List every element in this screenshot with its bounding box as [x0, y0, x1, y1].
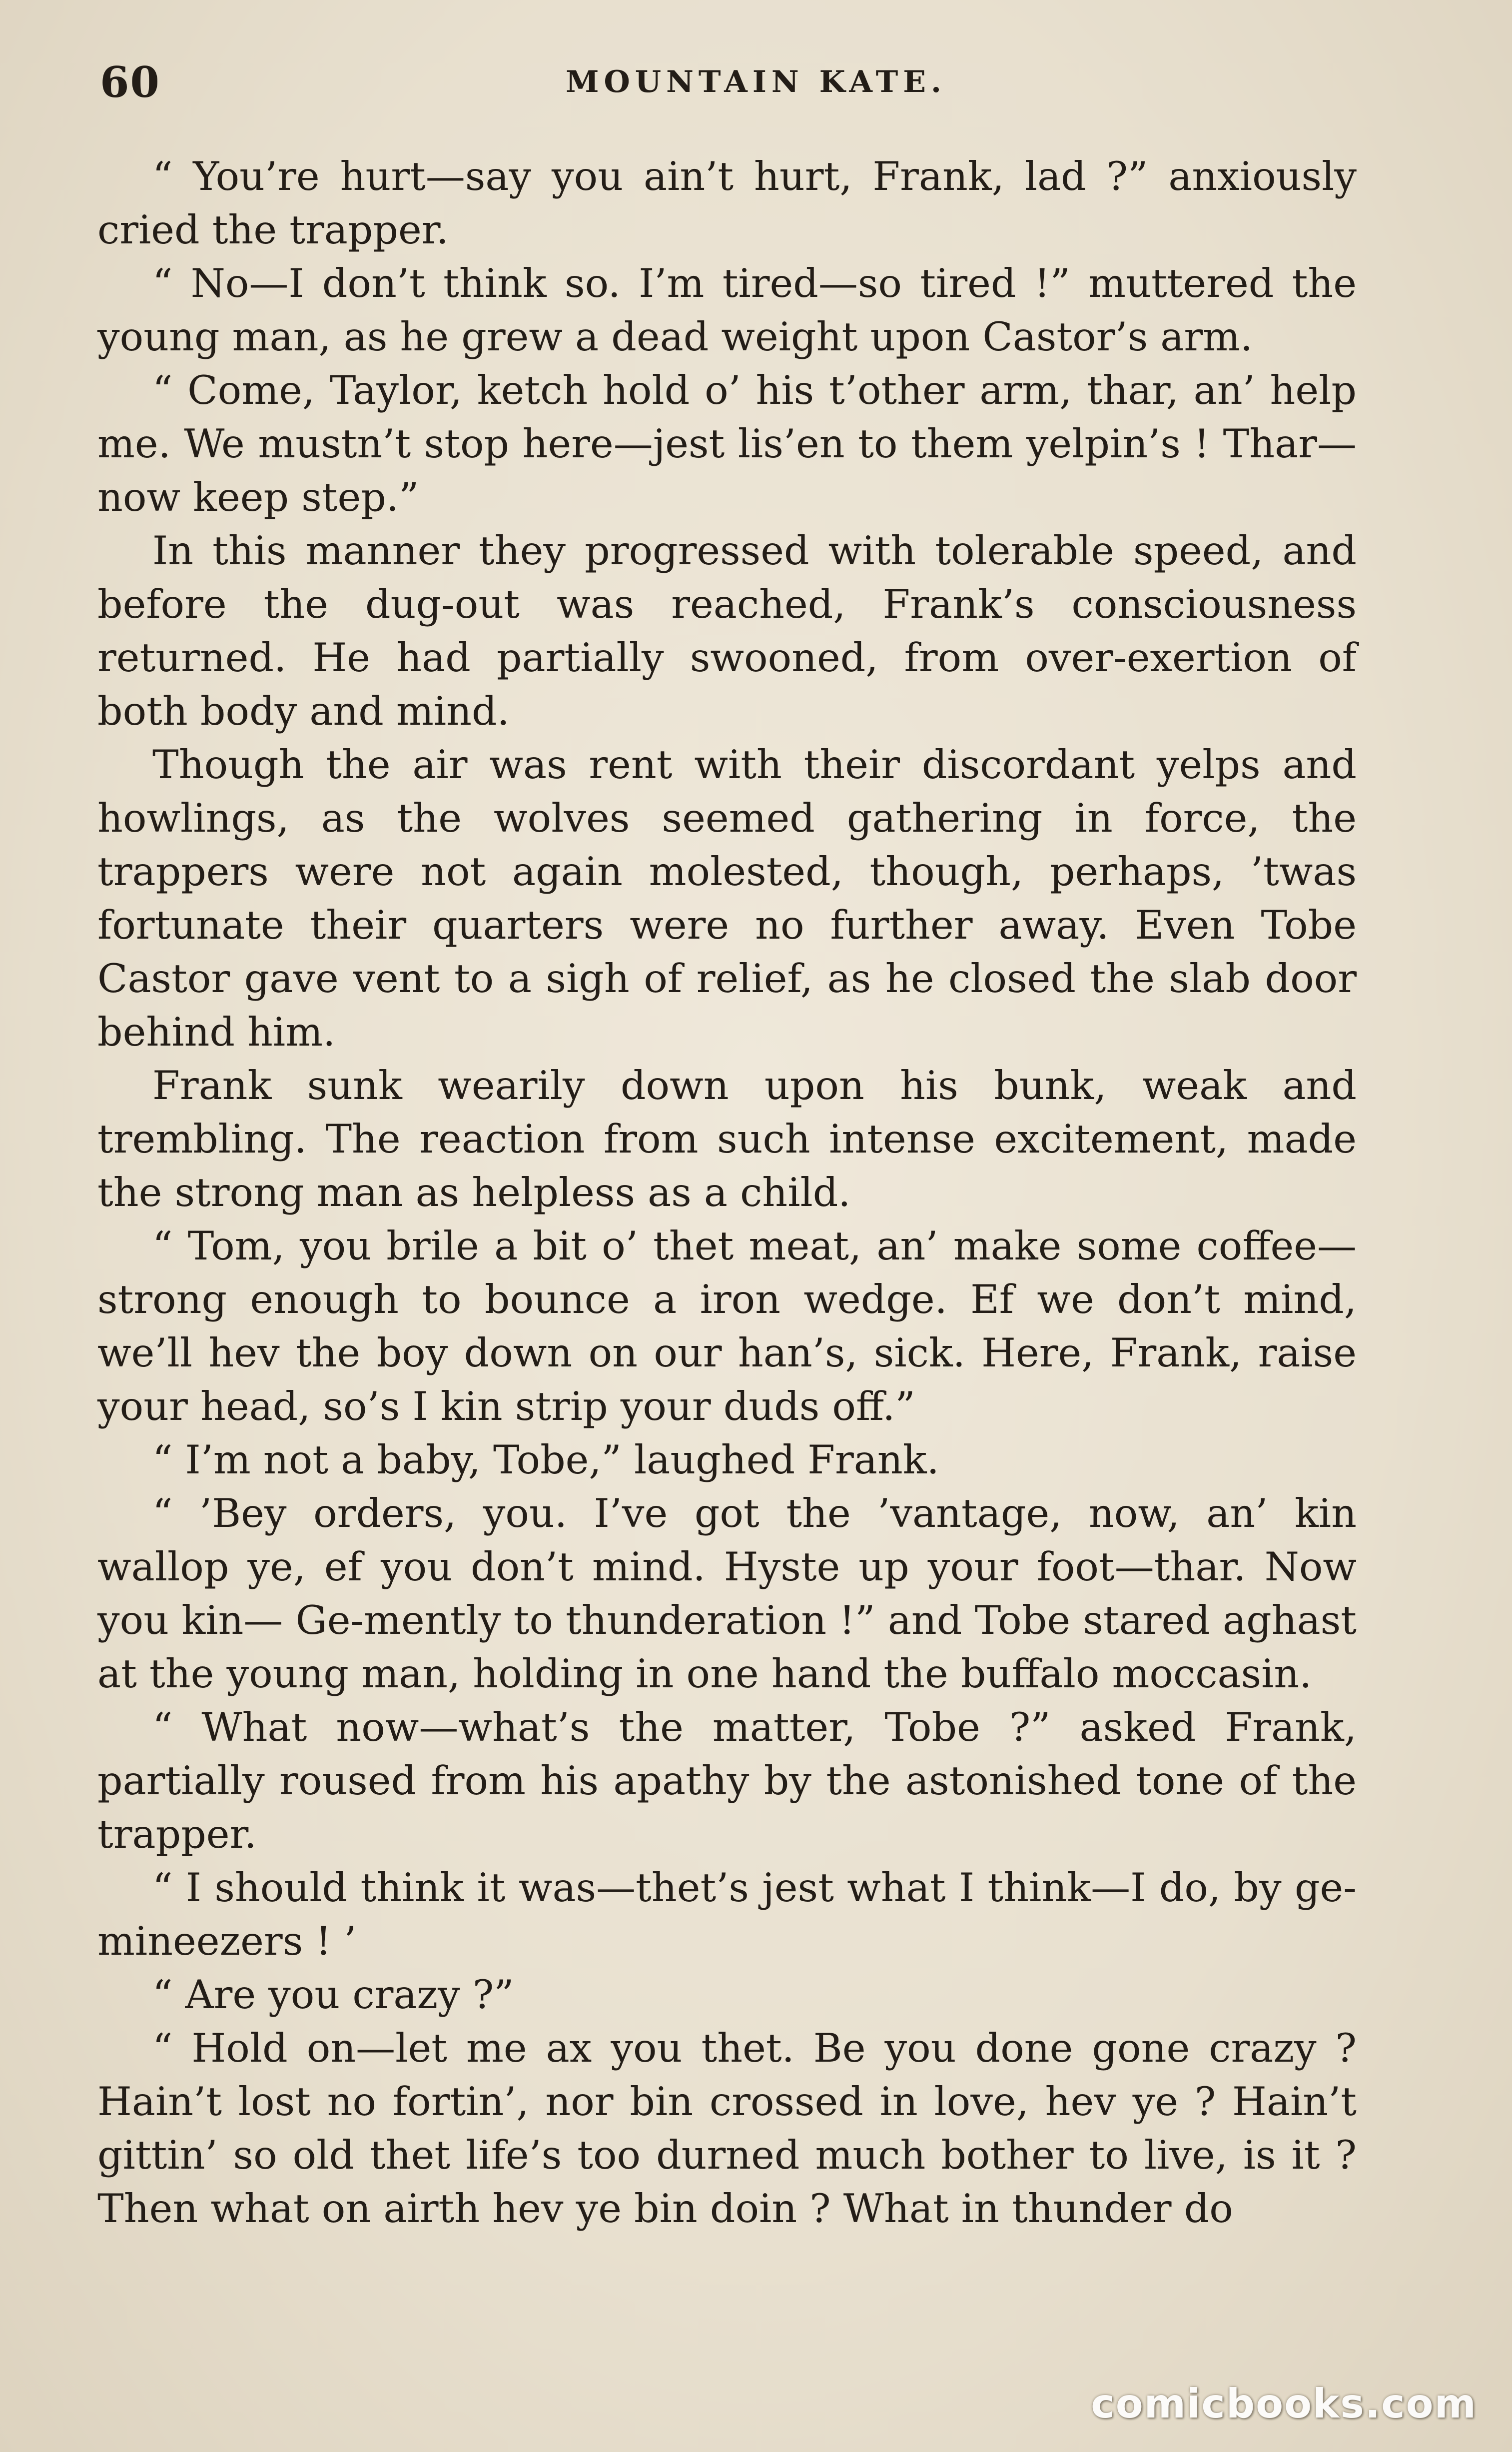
paragraph-9: “ ’Bey orders, you. I’ve got the ’vantage, now, an’ kin wallop ye, ef you don’t mind. Hyste up your foot—thar. Now you kin— Ge-mently to thunderation !” and Tobe stared aghast at the young man, holding in one hand the buffalo moccasin.	[97, 1490, 1357, 1697]
paragraph-10: “ What now—what’s the matter, Tobe ?” asked Frank, partially roused from his apathy by the astonished tone of the trapper.	[97, 1704, 1357, 1857]
body-text	[97, 150, 1357, 2236]
paragraph-12: “ Are you crazy ?”	[152, 1972, 514, 2018]
paragraph-1: “ You’re hurt—say you ain’t hurt, Frank, lad ?” anxiously cried the trapper.	[97, 153, 1357, 253]
paragraph-13: “ Hold on—let me ax you thet. Be you done gone crazy ? Hain’t lost no fortin’, nor bin crossed in love, hev ye ? Hain’t gittin’ so old thet life’s too durned much bother to live, is it ? Then what on airth hev ye bin doin ? What in thunder do	[97, 2025, 1357, 2232]
running-head-title: MOUNTAIN KATE.	[566, 64, 946, 99]
page-header	[100, 57, 1412, 122]
paragraph-6: Frank sunk wearily down upon his bunk, weak and trembling. The reaction from such intense excitement, made the strong man as helpless as a child.	[97, 1063, 1357, 1216]
paragraph-5: Though the air was rent with their discordant yelps and howlings, as the wolves seemed gathering in force, the trappers were not again molested, though, perhaps, ’twas fortunate their quarters were no further away. Even Tobe Castor gave vent to a sigh of relief, as he closed the slab door behind him.	[97, 742, 1357, 1055]
paragraph-11: “ I should think it was—thet’s jest what I think—I do, by ge-mineezers ! ’	[97, 1865, 1357, 1964]
paragraph-7: “ Tom, you brile a bit o’ thet meat, an’ make some coffee—strong enough to bounce a iron wedge. Ef we don’t mind, we’ll hev the boy down on our han’s, sick. Here, Frank, raise your head, so’s I kin strip your duds off.”	[97, 1223, 1357, 1429]
paragraph-2: “ No—I don’t think so. I’m tired—so tired !” muttered the young man, as he grew a dead weight upon Castor’s arm.	[97, 260, 1357, 360]
page-number: 60	[100, 57, 160, 107]
paragraph-3: “ Come, Taylor, ketch hold o’ his t’other arm, thar, an’ help me. We mustn’t stop here—jest lis’en to them yelpin’s ! Thar—now keep step.”	[97, 367, 1357, 520]
watermark: comicbooks.com	[1091, 2381, 1477, 2427]
paragraph-4: In this manner they progressed with tolerable speed, and before the dug-out was reached, Frank’s consciousness returned. He had partially swooned, from over-exertion of both body and mind.	[97, 528, 1357, 734]
paragraph-8: “ I’m not a baby, Tobe,” laughed Frank.	[152, 1437, 939, 1483]
